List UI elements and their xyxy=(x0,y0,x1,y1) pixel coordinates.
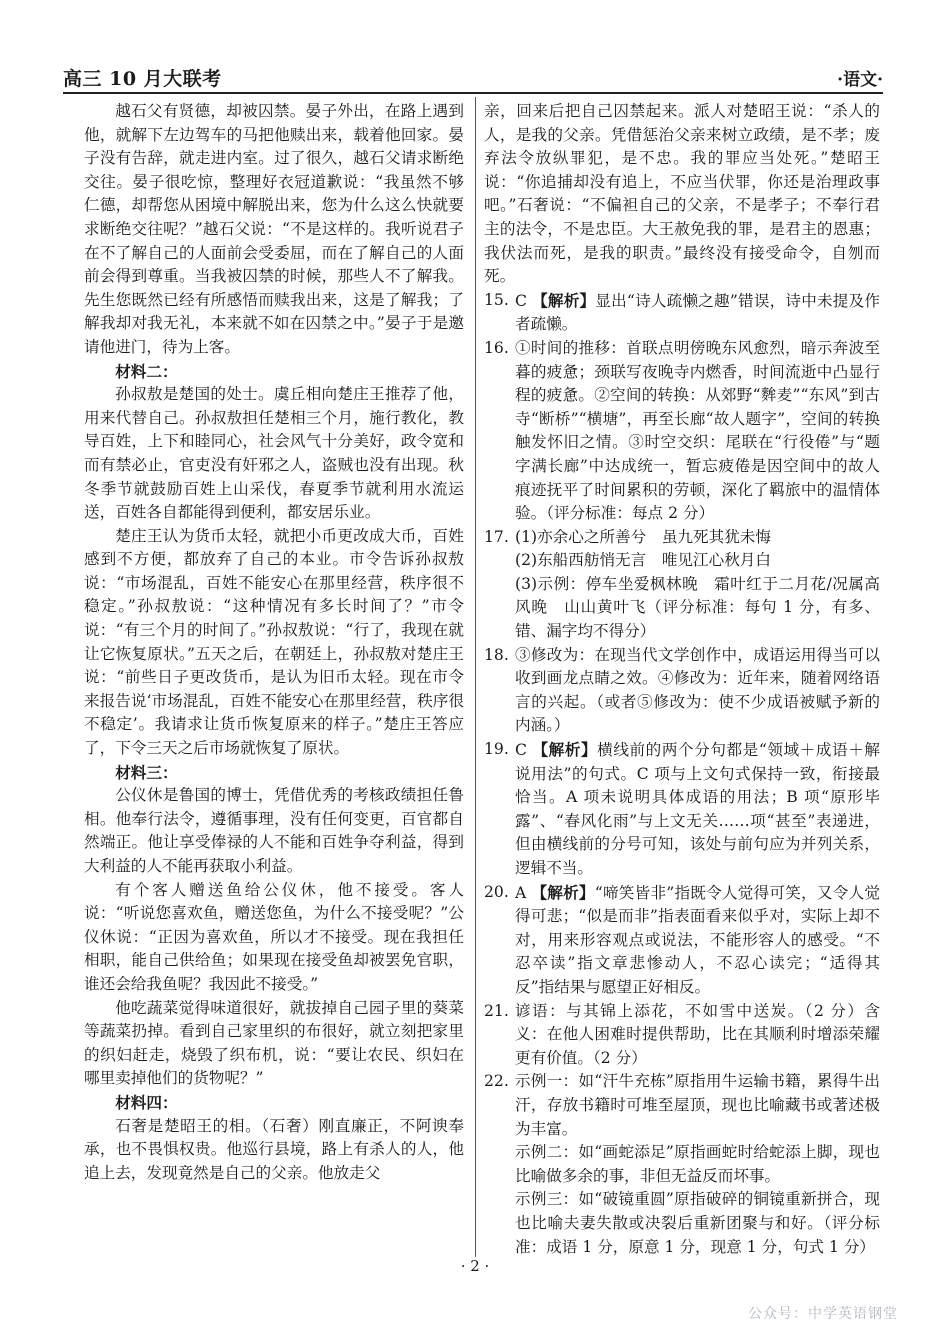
question-number: 17. xyxy=(484,527,509,546)
answer-21 xyxy=(484,1000,880,1071)
column-divider xyxy=(475,97,476,1257)
question-number: 20. xyxy=(484,882,509,901)
example-two: 示例二：如“画蛇添足”原指画蛇时给蛇添上脚，现也比喻做多余的事，非但无益反而坏事。 xyxy=(515,1143,880,1185)
exam-title: 高三 10 月大联考 xyxy=(63,68,222,90)
material-two-paragraph-1: 孙叔敖是楚国的处士。虞丘相向楚庄王推荐了他，用来代替自己。孙叔敖担任楚相三个月，施行教化，教导百姓，上下和睦同心，社会风气十分美好，政令宽和而有禁必止，官吏没有奸邪之人，盗贼也没有出现。秋冬季节就鼓励百姓上山采伐，春夏季节就利用水流运送，百姓各自都能得到便利，都安居乐业。 xyxy=(84,385,464,522)
example-three: 示例三：如“破镜重圆”原指破碎的铜镜重新拼合，现也比喻夫妻失散或决裂后重新团聚与和好。（评分标准：成语 1 分，原意 1 分，现意 1 分，句式 1 分） xyxy=(515,1190,880,1256)
answer-17 xyxy=(484,526,880,644)
material-three-heading: 材料三： xyxy=(115,762,178,782)
question-number: 21. xyxy=(484,1001,509,1020)
answer-text: 横线前的两个分句都是“领域＋成语＋解说用法”的句式。C 项与上文句式保持一致，衔接最恰当。A 项未说明具体成语的用法；B 项“原形毕露”、“春风化雨”与上文无关……项“甚至”表递进，但由横线前的分号可知，该处与前句应为并列关系，逻辑不当。 xyxy=(515,741,880,877)
answer-19 xyxy=(484,738,880,881)
analysis-tag: 【解析】 xyxy=(531,882,595,902)
question-number: 18. xyxy=(484,645,509,664)
material-three-paragraph-2: 有个客人赠送鱼给公仪休，他不接受。客人说：“听说您喜欢鱼，赠送您鱼，为什么不接受呢？”公仪休说：“正因为喜欢鱼，所以才不接受。现在我担任相职，能自己供给鱼；如果现在接受鱼却被罢免官职，谁还会给我鱼呢？我因此不接受。” xyxy=(84,880,464,993)
example-one: 示例一：如“汗牛充栋”原指用牛运输书籍，累得牛出汗，存放书籍时可堆至屋顶，现也比喻藏书或著述极为丰富。 xyxy=(515,1072,880,1138)
answer-line: (3)示例：停车坐爱枫林晚 霜叶红于二月花/况属高风晚 山山黄叶飞（评分标准：每句 1 分，有多、错、漏字均不得分） xyxy=(515,574,880,641)
material-four-heading: 材料四： xyxy=(115,1092,178,1112)
answer-choice: A xyxy=(515,883,532,902)
page-header xyxy=(63,58,883,92)
answer-16 xyxy=(484,337,880,526)
subject-label: ·语文· xyxy=(837,70,883,90)
material-two-heading: 材料二： xyxy=(115,361,178,381)
material-four-continuation: 亲，回来后把自己囚禁起来。派人对楚昭王说：“杀人的人，是我的父亲。凭借惩治父亲来树立政绩，是不孝；废弃法令放纵罪犯，是不忠。我的罪应当处死。”楚昭王说：“你追捕却没有追上，不应当伏罪，你还是治理政事吧。”石奢说：“不偏袒自己的父亲，不是孝子；不奉行君主的法令，不是忠臣。大王赦免我的罪，是君主的恩惠；我伏法而死，是我的职责。”最终没有接受命令，自刎而死。 xyxy=(484,102,880,286)
answer-18 xyxy=(484,644,880,738)
left-column xyxy=(84,100,464,1185)
answer-22 xyxy=(484,1070,880,1259)
analysis-tag: 【解析】 xyxy=(532,290,596,310)
material-one-paragraph: 越石父有贤德，却被囚禁。晏子外出，在路上遇到他，就解下左边驾车的马把他赎出来，载着他回家。晏子没有告辞，就走进内室。过了很久，越石父请求断绝交往。晏子很吃惊，整理好衣冠道歉说：“我虽然不够仁德，却帮您从困境中解脱出来，您为什么这么快就要求断绝交往呢？”越石父说：“不是这样的。我听说君子在不了解自己的人面前会受委屈，而在了解自己的人面前会得到尊重。当我被囚禁的时候，那些人不了解我。先生您既然已经有所感悟而赎我出来，这是了解我；了解我却对我无礼，本来就不如在囚禁之中。”晏子于是邀请他进门，待为上客。 xyxy=(84,102,464,356)
answer-choice: C xyxy=(515,741,533,760)
answer-text: 显出“诗人疏懒之趣”错误，诗中未提及作者疏懒。 xyxy=(515,291,880,334)
analysis-tag: 【解析】 xyxy=(532,740,598,760)
answer-20 xyxy=(484,881,880,1000)
material-three-paragraph-3: 他吃蔬菜觉得味道很好，就拔掉自己园子里的葵菜等蔬菜扔掉。看到自己家里织的布很好，就立刻把家里的织妇赶走，烧毁了织布机，说：“要让农民、织妇在哪里卖掉他们的货物呢？” xyxy=(84,998,464,1088)
answer-line: (1)亦余心之所善兮 虽九死其犹未悔 xyxy=(515,527,771,546)
answer-choice: C xyxy=(515,291,533,310)
right-column xyxy=(484,100,880,1259)
page-number: · 2 · xyxy=(460,1257,490,1275)
question-number: 22. xyxy=(484,1072,509,1091)
answer-15 xyxy=(484,289,880,337)
watermark: 公众号：中学英语钢堂 xyxy=(748,1306,898,1322)
answer-text: “啼笑皆非”指既令人觉得可笑，又令人觉得可悲；“似是而非”指表面看来似乎对，实际上却不对，用来形容观点或说法，不能形容人的感受。“不忍卒读”指文章悲惨动人，不忍心读完；“适得其反”指结果与愿望正好相反。 xyxy=(515,883,880,996)
header-divider xyxy=(63,92,883,94)
answer-line: (2)东船西舫悄无言 唯见江心秋月白 xyxy=(515,551,771,570)
answer-text: ①时间的推移：首联点明傍晚东风愈烈，暗示奔波至暮的疲惫；颈联写夜晚寺内燃香，时间流逝中凸显行程的疲惫。②空间的转换：从郊野“麰麦”“东风”到古寺“断桥”“横塘”，再至长廊“故人题字”，空间的转换触发怀旧之情。③时空交织：尾联在“行役倦”与“题字满长廊”中达成统一，暂忘疲倦是因空间中的故人痕迹抚平了时间累积的劳顿，深化了羁旅中的温情体验。（评分标准：每点 2 分） xyxy=(515,338,880,523)
question-number: 16. xyxy=(484,338,509,357)
material-two-paragraph-2: 楚庄王认为货币太轻，就把小币更改成大币，百姓感到不方便，都放弃了自己的本业。市令告诉孙叔敖说：“市场混乱，百姓不能安心在那里经营，秩序很不稳定。”孙叔敖说：“这种情况有多长时间了？”市令说：“有三个月的时间了。”孙叔敖说：“行了，我现在就让它恢复原状。”五天之后，在朝廷上，孙叔敖对楚庄王说：“前些日子更改货币，是认为旧币太轻。现在市令来报告说‘市场混乱，百姓不能安心在那里经营，秩序很不稳定’。我请求让货币恢复原来的样子。”楚庄王答应了，下令三天之后市场就恢复了原状。 xyxy=(84,526,464,758)
question-number: 15. xyxy=(484,290,509,309)
question-number: 19. xyxy=(484,740,509,759)
material-four-paragraph: 石奢是楚昭王的相。（石奢）刚直廉正，不阿谀奉承，也不畏惧权贵。他巡行县境，路上有杀人的人，他追上去，发现竟然是自己的父亲。他放走父 xyxy=(84,1116,464,1182)
material-three-paragraph-1: 公仪休是鲁国的博士，凭借优秀的考核政绩担任鲁相。他奉行法令，遵循事理，没有任何变更，百官都自然端正。他让享受俸禄的人不能和百姓争夺利益，得到大利益的人不能再获取小利益。 xyxy=(84,786,464,875)
answer-text: ③修改为：在现当代文学创作中，成语运用得当可以收到画龙点睛之效。④修改为：近年来，随着网络语言的兴起。（或者⑤修改为：使不少成语被赋予新的内涵。） xyxy=(515,645,880,735)
answer-text: 谚语：与其锦上添花，不如雪中送炭。（2 分）含义：在他人困难时提供帮助，比在其顺利时增添荣耀更有价值。（2 分） xyxy=(515,1001,880,1067)
